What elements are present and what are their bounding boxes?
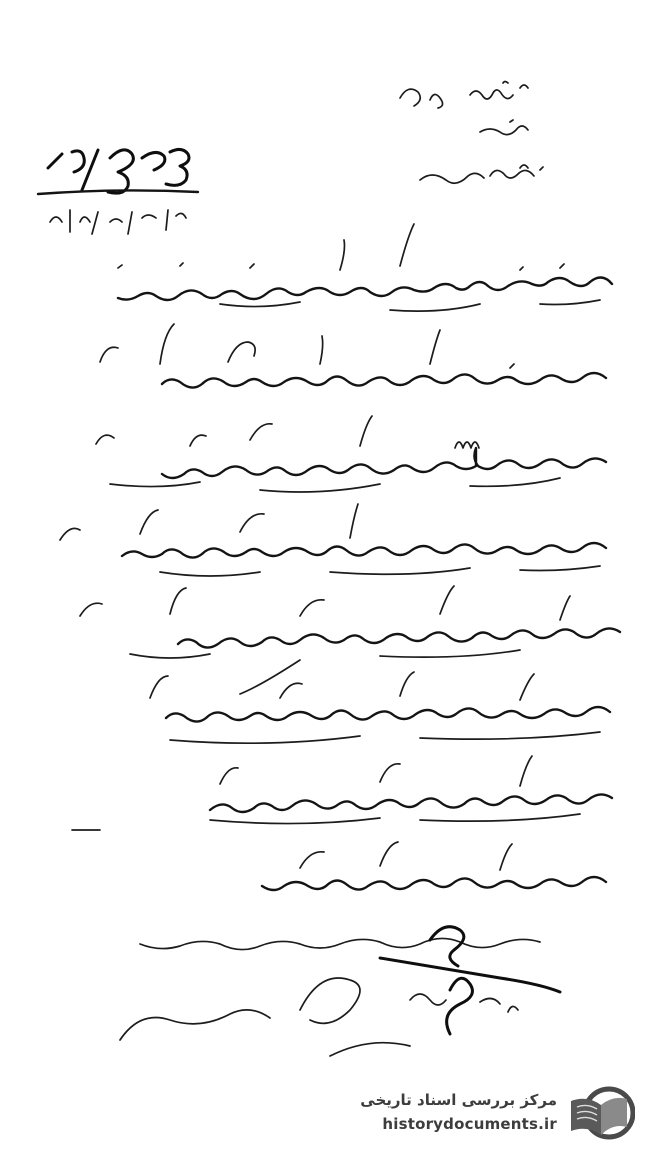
- signature-block: [120, 927, 560, 1056]
- watermark-title: مرکز بررسی اسناد تاریخی: [360, 1091, 557, 1109]
- open-book-logo-icon: [563, 1083, 635, 1143]
- heading-script: [400, 82, 543, 184]
- letter-body: [60, 224, 620, 890]
- watermark-website: historydocuments.ir: [382, 1115, 557, 1133]
- archive-watermark: [349, 1083, 639, 1145]
- reference-number: [38, 149, 198, 234]
